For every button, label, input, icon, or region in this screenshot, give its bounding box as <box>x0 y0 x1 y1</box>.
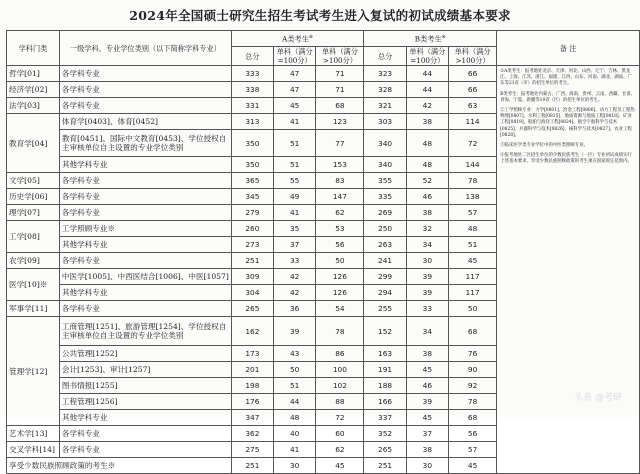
cell-b-total: 340 <box>364 157 406 173</box>
cell-b-single1: 39 <box>406 269 448 285</box>
cell-a-total: 273 <box>231 237 273 253</box>
cell-b-total: 269 <box>364 205 406 221</box>
cell-b-total: 251 <box>364 458 406 474</box>
cell-b-single2: 92 <box>449 378 497 394</box>
cell-b-single2: 48 <box>449 221 497 237</box>
cell-a-single2: 56 <box>316 237 364 253</box>
cell-b-single1: 46 <box>406 189 448 205</box>
cell-b-total: 355 <box>364 173 406 189</box>
cell-a-total: 260 <box>231 221 273 237</box>
cell-b-total: 299 <box>364 269 406 285</box>
cell-b-single2: 63 <box>449 98 497 114</box>
cell-a-single1: 37 <box>273 237 315 253</box>
cell-a-total: 350 <box>231 157 273 173</box>
cell-a-total: 176 <box>231 394 273 410</box>
cell-a-single1: 42 <box>273 285 315 301</box>
cell-b-single1: 52 <box>406 173 448 189</box>
zone-b-mark: ※ <box>441 34 446 41</box>
document-title: 2024年全国硕士研究生招生考试考生进入复试的初试成绩基本要求 <box>129 8 511 23</box>
cell-a-single2: 88 <box>316 394 364 410</box>
cell-subject: 其他学科专业 <box>59 410 231 426</box>
cell-a-single1: 45 <box>273 98 315 114</box>
cell-subject: 各学科专业 <box>59 66 231 82</box>
cell-a-single1: 39 <box>273 317 315 346</box>
notes-column <box>497 66 640 474</box>
header-zone-b <box>364 31 497 47</box>
cell-discipline: 医学[10]※ <box>7 269 60 301</box>
cell-subject: 各学科专业 <box>59 189 231 205</box>
cell-subject: 体育学[0403]、体育[0452] <box>59 114 231 130</box>
cell-discipline: 管理学[12] <box>7 317 60 426</box>
cell-b-single2: 78 <box>449 173 497 189</box>
note-item: ②工学照顾专业：力学[0801]、冶金工程[0806]、动力工程及工程热物理[0807]、水利工程[0815]、地质资源与地质工程[0818]、矿业工程[0819]、船舶与海洋工程[0824]、航空宇航科学与技术[0825]、兵器科学与技术[0826]、核科学与技术[0827]、农业工程[0828]。 <box>500 108 635 138</box>
cell-b-single2: 57 <box>449 205 497 221</box>
cell-subject: 图书情报[1255] <box>59 378 231 394</box>
watermark: 头条 @考研 <box>574 393 622 403</box>
cell-a-total: 304 <box>231 285 273 301</box>
cell-a-single1: 30 <box>273 458 315 474</box>
note-item: ①A类考生：报考地处北京、天津、河北、山西、辽宁、吉林、黑龙江、上海、江苏、浙江、福建、江西、山东、河南、湖北、湖南、广东等21省（市）的招生单位的考生。 <box>500 69 632 87</box>
cell-a-total: 333 <box>231 66 273 82</box>
cell-b-single2: 114 <box>449 114 497 130</box>
header-a-single1: 单科（满分=100分） <box>273 47 315 66</box>
cell-a-single2: 60 <box>316 426 364 442</box>
table-row <box>7 66 640 82</box>
cell-a-single2: 123 <box>316 114 364 130</box>
cell-a-single2: 62 <box>316 442 364 458</box>
header-a-single2: 单科（满分>100分） <box>316 47 364 66</box>
cell-b-single2: 68 <box>449 317 497 346</box>
cell-b-total: 340 <box>364 130 406 157</box>
cell-a-single2: 86 <box>316 346 364 362</box>
cell-b-total: 337 <box>364 410 406 426</box>
cell-b-total: 335 <box>364 189 406 205</box>
cell-b-single2: 138 <box>449 189 497 205</box>
cell-a-single1: 43 <box>273 346 315 362</box>
cell-subject: 中医学[1005]、中西医结合[1006]、中医[1057] <box>59 269 231 285</box>
cell-b-single1: 38 <box>406 346 448 362</box>
cell-a-single2: 72 <box>316 410 364 426</box>
cell-a-single2: 100 <box>316 362 364 378</box>
header-discipline: 学科门类 <box>7 31 60 66</box>
cell-a-single1: 36 <box>273 301 315 317</box>
cell-subject: 其他学科专业 <box>59 285 231 301</box>
cell-discipline: 教育学[04] <box>7 114 60 173</box>
cell-a-single2: 77 <box>316 130 364 157</box>
cell-b-total: 163 <box>364 346 406 362</box>
zone-a-label: A类考生 <box>282 34 309 44</box>
zone-a-mark: ※ <box>308 34 314 41</box>
cell-b-total: 323 <box>364 66 406 82</box>
cell-discipline: 农学[09] <box>7 253 60 269</box>
cell-a-single1: 51 <box>273 157 315 173</box>
cell-b-single2: 45 <box>449 253 497 269</box>
cell-a-total: 338 <box>231 82 273 98</box>
cell-a-total: 313 <box>231 114 273 130</box>
cell-a-total: 309 <box>231 269 273 285</box>
cell-subject: 工学照顾专业※ <box>59 221 231 237</box>
cell-b-single2: 90 <box>449 362 497 378</box>
cell-b-single2: 72 <box>449 130 497 157</box>
cell-a-single2: 71 <box>316 66 364 82</box>
cell-a-single2: 83 <box>316 173 364 189</box>
cell-b-total: 191 <box>364 362 406 378</box>
cell-a-total: 279 <box>231 205 273 221</box>
cell-b-single1: 32 <box>406 221 448 237</box>
cell-b-total: 152 <box>364 317 406 346</box>
cell-b-single1: 38 <box>406 205 448 221</box>
cell-a-single2: 102 <box>316 378 364 394</box>
cell-b-single1: 37 <box>406 426 448 442</box>
header-subject: 一级学科、专业学位类别（以下简称学科专业） <box>59 31 231 66</box>
note-item: ③临床医学类专业学位中的中医类照顾专业。 <box>500 143 588 149</box>
cell-a-total: 347 <box>231 410 273 426</box>
cell-a-single1: 50 <box>273 362 315 378</box>
cell-a-single1: 55 <box>273 173 315 189</box>
note-item: ④报考地处二区招生单位的少数民族考生（一区）专业初试成绩实行上述基本要求，享受少数民族照顾政策的考生须在国家规定范围内。 <box>500 153 632 165</box>
cell-b-single1: 33 <box>406 301 448 317</box>
cell-subject: 各学科专业 <box>59 82 231 98</box>
cell-b-single1: 34 <box>406 237 448 253</box>
cell-discipline: 法学[03] <box>7 98 60 114</box>
cell-a-single2: 53 <box>316 221 364 237</box>
cell-discipline: 理学[07] <box>7 205 60 221</box>
cell-discipline: 工学[08] <box>7 221 60 253</box>
cell-a-single2: 78 <box>316 317 364 346</box>
cell-b-single1: 30 <box>406 458 448 474</box>
cell-b-single1: 42 <box>406 98 448 114</box>
cell-a-single2: 126 <box>316 269 364 285</box>
cell-b-total: 250 <box>364 221 406 237</box>
header-b-single1: 单科（满分=100分） <box>406 47 448 66</box>
cell-discipline: 军事学[11] <box>7 301 60 317</box>
note-item: B类考生：报考地处内蒙古、广西、海南、贵州、云南、西藏、甘肃、青海、宁夏、新疆等10省（区）的招生单位的考生。 <box>500 91 636 103</box>
header-notes: 备 注 <box>497 31 640 66</box>
cell-b-single2: 50 <box>449 301 497 317</box>
cell-b-single2: 57 <box>449 442 497 458</box>
cell-subject: 各学科专业 <box>59 253 231 269</box>
cell-b-single1: 45 <box>406 410 448 426</box>
cell-b-single1: 30 <box>406 253 448 269</box>
zone-b-label: B类考生 <box>414 34 442 44</box>
cell-a-total: 350 <box>231 130 273 157</box>
cell-a-total: 275 <box>231 442 273 458</box>
cell-b-total: 294 <box>364 285 406 301</box>
cell-a-single2: 62 <box>316 205 364 221</box>
cell-b-single2: 66 <box>449 82 497 98</box>
cell-b-single1: 38 <box>406 442 448 458</box>
cell-b-single1: 34 <box>406 317 448 346</box>
cell-discipline: 经济学[02] <box>7 82 60 98</box>
cell-b-total: 265 <box>364 442 406 458</box>
score-table <box>6 30 640 474</box>
cell-discipline: 历史学[06] <box>7 189 60 205</box>
cell-a-total: 265 <box>231 301 273 317</box>
cell-a-total: 251 <box>231 458 273 474</box>
cell-discipline: 享受少数民族照顾政策的考生※ <box>7 458 232 474</box>
cell-a-single2: 68 <box>316 98 364 114</box>
cell-b-single2: 45 <box>449 458 497 474</box>
cell-subject: 各学科专业 <box>59 426 231 442</box>
cell-a-total: 201 <box>231 362 273 378</box>
cell-b-single2: 117 <box>449 285 497 301</box>
cell-a-single1: 48 <box>273 410 315 426</box>
cell-b-single2: 76 <box>449 346 497 362</box>
cell-subject: 各学科专业 <box>59 98 231 114</box>
cell-a-single1: 51 <box>273 378 315 394</box>
header-b-single2: 单科（满分>100分） <box>449 47 497 66</box>
cell-a-single1: 33 <box>273 253 315 269</box>
cell-a-single2: 153 <box>316 157 364 173</box>
cell-a-total: 365 <box>231 173 273 189</box>
cell-a-single1: 44 <box>273 394 315 410</box>
cell-discipline: 哲学[01] <box>7 66 60 82</box>
cell-discipline: 艺术学[13] <box>7 426 60 442</box>
cell-subject: 教育[0451]、国际中文教育[0453]、学位授权自主审核单位自主设置的专业学位类别 <box>59 130 231 157</box>
cell-a-single1: 41 <box>273 114 315 130</box>
cell-a-single2: 126 <box>316 285 364 301</box>
cell-subject: 其他学科专业 <box>59 237 231 253</box>
cell-a-single1: 35 <box>273 221 315 237</box>
cell-a-single2: 50 <box>316 253 364 269</box>
cell-a-total: 345 <box>231 189 273 205</box>
cell-a-total: 331 <box>231 98 273 114</box>
cell-b-total: 352 <box>364 426 406 442</box>
header-zone-a <box>231 31 364 47</box>
cell-subject: 公共管理[1252] <box>59 346 231 362</box>
cell-a-total: 198 <box>231 378 273 394</box>
cell-b-single2: 56 <box>449 426 497 442</box>
cell-discipline: 文学[05] <box>7 173 60 189</box>
cell-b-single1: 44 <box>406 82 448 98</box>
cell-subject: 各学科专业 <box>59 173 231 189</box>
header-b-total: 总分 <box>364 47 406 66</box>
cell-b-single2: 51 <box>449 237 497 253</box>
cell-b-single1: 39 <box>406 394 448 410</box>
cell-subject: 工程管理[1256] <box>59 394 231 410</box>
cell-b-total: 328 <box>364 82 406 98</box>
cell-a-single1: 40 <box>273 426 315 442</box>
cell-b-total: 166 <box>364 394 406 410</box>
cell-b-single1: 48 <box>406 157 448 173</box>
cell-b-single1: 39 <box>406 285 448 301</box>
cell-subject: 各学科专业 <box>59 301 231 317</box>
cell-b-single1: 44 <box>406 66 448 82</box>
cell-discipline: 交叉学科[14] <box>7 442 60 458</box>
cell-b-single1: 48 <box>406 130 448 157</box>
cell-a-total: 162 <box>231 317 273 346</box>
cell-a-single2: 71 <box>316 82 364 98</box>
header-a-total: 总分 <box>231 47 273 66</box>
cell-a-single1: 42 <box>273 269 315 285</box>
cell-b-total: 303 <box>364 114 406 130</box>
cell-a-single1: 41 <box>273 205 315 221</box>
cell-subject: 工商管理[1251]、旅游管理[1254]、学位授权自主审核单位自主设置的专业学位类别 <box>59 317 231 346</box>
cell-b-single2: 78 <box>449 394 497 410</box>
cell-b-total: 241 <box>364 253 406 269</box>
cell-a-single2: 147 <box>316 189 364 205</box>
cell-b-single2: 68 <box>449 410 497 426</box>
cell-subject: 各学科专业 <box>59 442 231 458</box>
cell-a-single2: 54 <box>316 301 364 317</box>
cell-b-total: 255 <box>364 301 406 317</box>
cell-a-single1: 49 <box>273 189 315 205</box>
cell-a-single1: 51 <box>273 130 315 157</box>
cell-subject: 各学科专业 <box>59 205 231 221</box>
cell-a-total: 173 <box>231 346 273 362</box>
cell-a-single1: 47 <box>273 82 315 98</box>
cell-a-total: 362 <box>231 426 273 442</box>
cell-b-single1: 38 <box>406 114 448 130</box>
cell-b-total: 321 <box>364 98 406 114</box>
cell-b-single1: 45 <box>406 362 448 378</box>
cell-subject: 会计[1253]、审计[1257] <box>59 362 231 378</box>
cell-b-single2: 66 <box>449 66 497 82</box>
cell-a-single1: 41 <box>273 442 315 458</box>
cell-b-single2: 144 <box>449 157 497 173</box>
cell-a-single2: 45 <box>316 458 364 474</box>
cell-b-total: 263 <box>364 237 406 253</box>
cell-b-single1: 46 <box>406 378 448 394</box>
cell-a-single1: 47 <box>273 66 315 82</box>
cell-b-single2: 117 <box>449 269 497 285</box>
cell-subject: 其他学科专业 <box>59 157 231 173</box>
cell-a-total: 251 <box>231 253 273 269</box>
cell-b-total: 188 <box>364 378 406 394</box>
